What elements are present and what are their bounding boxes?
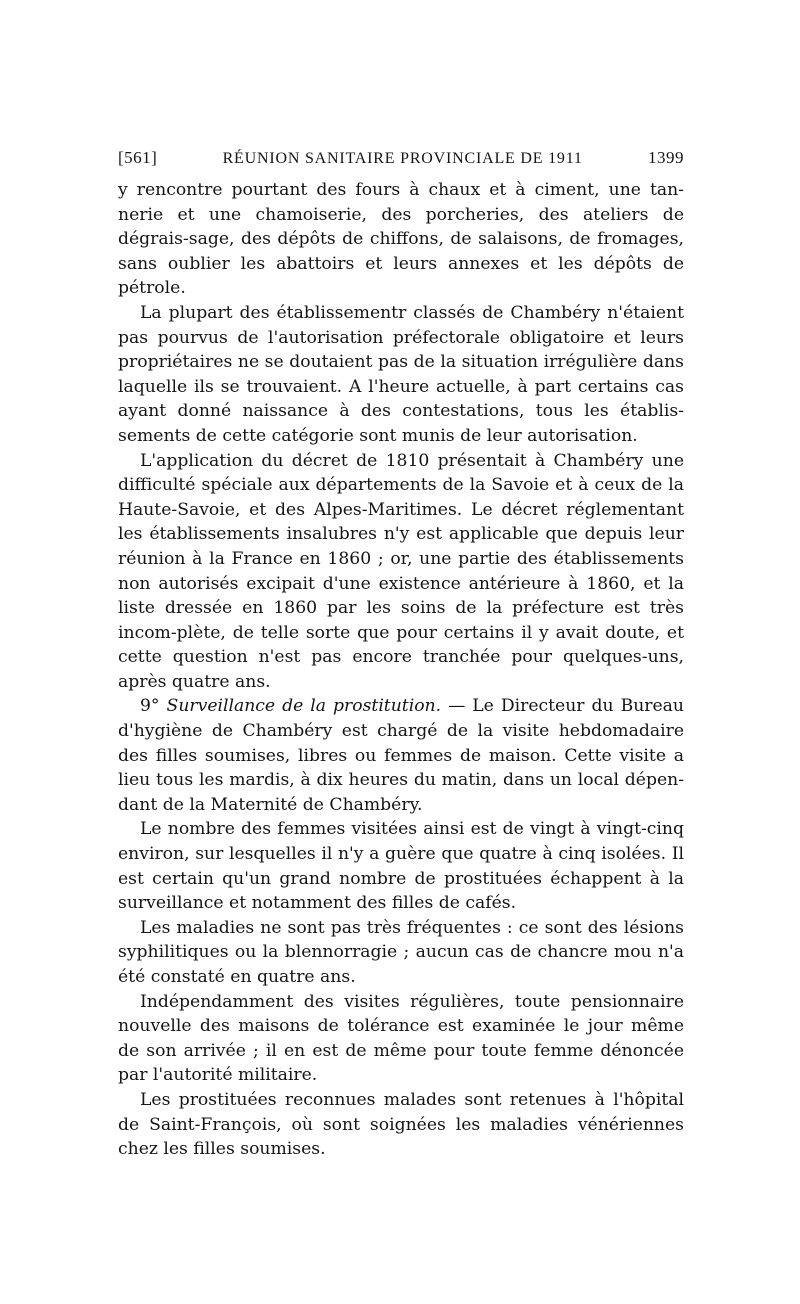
paragraph-new-residents [118, 990, 684, 1088]
paragraph-industries [118, 178, 684, 301]
paragraph-text: Les maladies ne sont pas très fréquentes : ce sont des lésions syphilitiques ou la blennorragie ; aucun cas de chancre mou n'a été constaté en quatre ans. [118, 917, 684, 987]
section-title: Surveillance de la prostitution. [166, 696, 442, 717]
paragraph-authorization [118, 301, 684, 449]
paragraph-text: Indépendamment des visites régulières, toute pensionnaire nouvelle des maisons de tolérance est examinée le jour même de son arrivée ; il en est de même pour toute femme dénoncée par l'autorité militaire. [118, 991, 684, 1086]
paragraph-number-visited [118, 817, 684, 915]
section-number: 9° [140, 696, 160, 717]
paragraph-text: L'application du décret de 1810 présentait à Chambéry une difficulté spéciale aux départements de la Savoie et à ceux de la Haute-Savoie, et des Alpes-Maritimes. Le décret réglementant les établissements insalubres n'y est applicable que depuis leur réunion à la France en 1860 ; or, une partie des établissements non autorisés excipait d'une existence antérieure à 1860, et la liste dressée en 1860 par les soins de la préfecture est très incom-plète, de telle sorte que pour certains il y avait doute, et cette question n'est pas encore tranchée pour quelques-uns, après quatre ans. [118, 450, 684, 692]
body-text [118, 178, 684, 1162]
running-title: RÉUNION SANITAIRE PROVINCIALE DE 1911 [222, 150, 583, 167]
paragraph-text: La plupart des établissementr classés de Chambéry n'étaient pas pourvus de l'autorisation préfectorale obligatoire et leurs propriétaires ne se doutaient pas de la situation irrégulière dans laquelle ils se trouvaient. A l'heure actuelle, à part certains cas ayant donné naissance à des contestations, tous les établis-sements de cette catégorie sont munis de leur autorisation. [118, 302, 684, 446]
paragraph-hospital [118, 1088, 684, 1162]
paragraph-text: y rencontre pourtant des fours à chaux et à ciment, une tan-nerie et une chamoiserie, des porcheries, des ateliers de dégrais-sage, des dépôts de chiffons, de salaisons, de fromages, sans oublier les abattoirs et leurs annexes et les dépôts de pétrole. [118, 180, 684, 299]
paragraph-diseases [118, 916, 684, 990]
page-reference: [561] [118, 148, 158, 167]
paragraph-text: Le nombre des femmes visitées ainsi est de vingt à vingt-cinq environ, sur lesquelles il n'y a guère que quatre à cinq isolées. Il est certain qu'un grand nombre de prostituées échappent à la surveillance et notamment des filles de cafés. [118, 819, 684, 914]
paragraph-text: Les prostituées reconnues malades sont retenues à l'hôpital de Saint-François, où sont soignées les maladies vénériennes chez les filles soumises. [118, 1089, 684, 1160]
paragraph-decree-1810 [118, 449, 684, 695]
page-number: 1399 [647, 148, 684, 167]
paragraph-prostitution-surveillance [118, 694, 684, 817]
running-head [118, 148, 684, 168]
book-page [118, 148, 684, 1162]
paragraph-text: — Le Directeur du Bureau d'hygiène de Chambéry est chargé de la visite hebdomadaire des filles soumises, libres ou femmes de maison. Cette visite a lieu tous les mardis, à dix heures du matin, dans un local dépen-dant de la Maternité de Chambéry. [118, 696, 684, 815]
